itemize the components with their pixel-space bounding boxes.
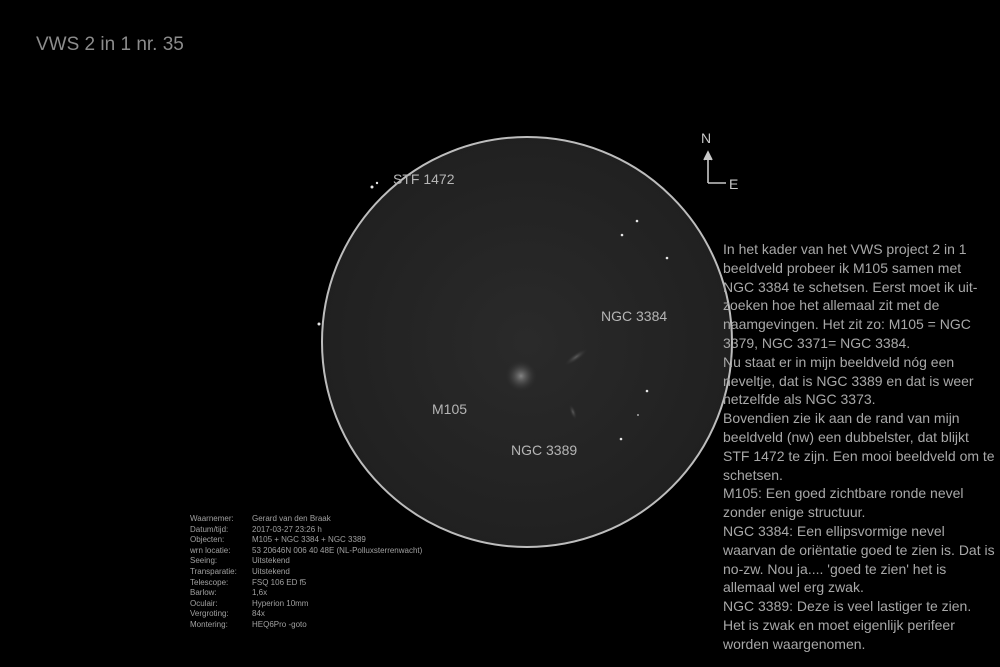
compass-icon xyxy=(704,152,726,183)
description-paragraph: Bovendien zie ik aan de rand van mijn beeldveld (nw) een dubbelster, dat blijkt STF 1472 te zijn. Een mooi beeldveld om te schetsen. xyxy=(723,410,995,483)
observation-description xyxy=(723,240,995,654)
observation-info-table xyxy=(190,514,422,631)
description-paragraph: Nu staat er in mijn beeldveld nóg een neveltje, dat is NGC 3389 en dat is weer hetzelfde als NGC 3373. xyxy=(723,353,974,408)
info-row: Vergroting: 84x xyxy=(190,609,265,619)
info-row: Montering: HEQ6Pro -goto xyxy=(190,619,307,629)
label-ngc3384: NGC 3384 xyxy=(601,308,668,324)
ngc3384-galaxy xyxy=(562,346,590,369)
star xyxy=(666,257,669,260)
star xyxy=(637,414,639,416)
label-stf1472: STF 1472 xyxy=(393,171,455,187)
info-row: Waarnemer: Gerard van den Braak xyxy=(190,514,331,523)
description-paragraph: NGC 3384: Een ellipsvormige nevel waarvan de oriëntatie goed te zien is. Dat is no-zw. Nou ja.... 'goed te zien' het is allemaal wel erg zwak. xyxy=(723,522,995,596)
star xyxy=(371,186,374,189)
info-row: Datum/tijd: 2017-03-27 23:26 h xyxy=(190,524,322,534)
description-paragraph: M105: Een goed zichtbare ronde nevel zonder enige structuur. xyxy=(723,485,964,521)
star xyxy=(646,390,649,393)
info-row: Seeing: Uitstekend xyxy=(190,556,290,566)
m105-galaxy xyxy=(505,360,537,392)
star xyxy=(376,182,378,184)
info-row: wrn locatie: 53 20646N 006 40 48E (NL-Polluxsterrenwacht) xyxy=(190,545,423,555)
label-ngc3389: NGC 3389 xyxy=(511,442,578,458)
ngc3389-galaxy xyxy=(567,403,578,420)
star xyxy=(620,438,623,441)
info-row: Barlow: 1,6x xyxy=(190,588,268,598)
info-row: Transparatie: Uitstekend xyxy=(190,566,290,576)
info-row: Telescope: FSQ 106 ED f5 xyxy=(190,577,307,587)
star xyxy=(318,323,321,326)
info-row: Objecten: M105 + NGC 3384 + NGC 3389 xyxy=(190,535,366,545)
star xyxy=(621,234,624,237)
page-title: VWS 2 in 1 nr. 35 xyxy=(36,34,184,55)
star xyxy=(636,220,639,223)
description-paragraph: In het kader van het VWS project 2 in 1 beeldveld probeer ik M105 samen met NGC 3384 te schetsen. Eerst moet ik uit-zoeken hoe het allemaal zit met de naamgevingen. Het zit zo: M105 = NGC 3379, NGC 3371= NGC 3384. xyxy=(723,241,978,351)
label-m105: M105 xyxy=(432,401,468,417)
compass-north-label: N xyxy=(701,130,712,146)
description-paragraph: NGC 3389: Deze is veel lastiger te zien. Het is zwak en moet eigenlijk perifeer worden waargenomen. xyxy=(723,598,972,652)
info-row: Oculair: Hyperion 10mm xyxy=(190,598,309,608)
compass-east-label: E xyxy=(729,176,739,192)
